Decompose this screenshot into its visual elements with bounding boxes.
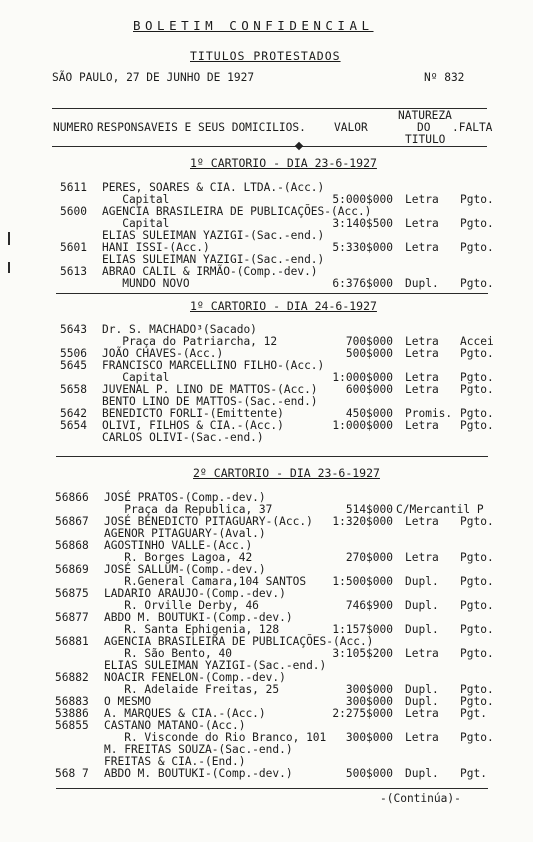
- section-heading: 1º CARTORIO - DIA 24-6-1927: [190, 299, 377, 313]
- bulletin-number: Nº 832: [424, 71, 465, 84]
- margin-mark: [8, 232, 10, 245]
- section-heading: 2º CARTORIO - DIA 23-6-1927: [193, 466, 380, 480]
- col-valor: VALOR: [334, 121, 368, 134]
- col-falta: .FALTA: [452, 121, 493, 134]
- col-natureza: NATUREZA: [398, 109, 452, 122]
- section-heading: 1º CARTORIO - DIA 23-6-1927: [190, 156, 377, 170]
- diamond-mark-icon: [295, 142, 303, 150]
- place-date: SÃO PAULO, 27 DE JUNHO DE 1927: [52, 71, 255, 84]
- header-rule-bottom: [52, 146, 487, 147]
- document-subtitle: TITULOS PROTESTADOS: [190, 49, 341, 63]
- document-page: BOLETIM CONFIDENCIAL TITULOS PROTESTADOS SÃO PAULO, 27 DE JUNHO DE 1927 Nº 832 NATUREZA NUMERO RESPONSAVEIS E SEUS DOMICILIOS. VALOR DO .FALTA TITULO 1º CARTORIO - DIA 23-6-1927 5611 PERES, SOARES & CIA. LTDA.-(Acc.) Capital 5:000$000 Letra Pgto. 5600 AGENCIA BRASILEIRA DE PUBLICAÇÕES-(Acc.) Capital ELIAS SULEIMAN YAZIGI-(Sac.-end.) 3:140$500 Letra Pgto. 5601 HANI ISSI-(Acc.) ELIAS SULEIMAN YAZIGI-(Sac.-end.) 5:330$000 Letra Pgto. 5613 ABRAO CALIL & IRMÃO-(Comp.-dev.) MUNDO NOVO 6:376$000 Dupl. Pgto. 1º CARTORIO - DIA 24-6-1927 5643 Dr. S. MACHADO³(Sacado) Praça do Patriarcha, 12 700$000 Letra Accei 5506 JOÃO CHAVES-(Acc.) 500$000 Letra Pgto. 5645 FRANCISCO MARCELLINO FILHO-(Acc.) Capital 1:000$000 Letra Pgto. 5658 JUVENAL P. LINO DE MATTOS-(Acc.) BENTO LINO DE MATTOS-(Sac.-end.) 600$000 Letra Pgto. 5642 BENEDICTO FORLI-(Emittente) 450$000 Promis. Pgto. 5654 OLIVI, FILHOS & CIA.-(Acc.) CARLOS OLIVI-(Sac.-end.) 1:000$000 Letra Pgto. 2º CARTORIO - DIA 23-6-1927 56866 JOSÉ PRATOS-(Comp.-dev.) Praça da Republica, 37 514$000 C/Mercantil P 56867 JOSÉ BENEDICTO PITAGUARY-(Acc.) AGENOR PITAGUARY-(Aval.) 1:320$000 Letra Pgto. 56868 AGOSTINHO VALLE-(Acc.) R. Borges Lagoa, 42 270$000 Letra Pgto. 56869 JOSÉ SALLUM-(Comp.-dev.) R.General Camara,104 SANTOS 1:500$000 Dupl. Pgto. 56875 LADARIO ARAUJO-(Comp.-dev.) R. Orville Derby, 46 746$900 Dupl. Pgto. 56877 ABDO M. BOUTUKI-(Comp.-dev.) R. Santa Ephigenia, 128 1:157$000 Dupl. Pgto. 56881 AGENCIA BRASILEIRA DE PUBLICAÇÕES-(Acc.) R. São Bento, 40 ELIAS SULEIMAN YAZIGI-(Sac.-end.) 3:105$200 Letra Pgto. 56882 NOACIR FENELON-(Comp.-dev.) R. Adelaide Freitas, 25 300$000 Dupl. Pgto. 56883 O MESMO 300$000 Dupl. Pgto. 53886 A. MARQUES & CIA.-(Acc.) 2:275$000 Letra Pgt. 56855 CASTANO MATANO-(Acc.) R. Visconde do Rio Branco, 101 M. FREITAS SOUZA-(Sac.-end.) FREITAS & CIA.-(End.) 300$000 Letra Pgto. 568 7 ABDO M. BOUTUKI-(Comp.-dev.) 500$000 Dupl. Pgt. -(Continúa)-: [0, 0, 533, 842]
- col-numero: NUMERO: [53, 121, 94, 134]
- col-do: DO: [417, 121, 431, 134]
- section-rule: [56, 456, 488, 457]
- footer-rule: [56, 788, 488, 789]
- section-rule: [56, 293, 488, 294]
- col-responsaveis: RESPONSAVEIS E SEUS DOMICILIOS.: [97, 121, 306, 134]
- continua-note: -(Continúa)-: [380, 792, 461, 805]
- document-title: BOLETIM CONFIDENCIAL: [133, 18, 374, 33]
- margin-mark: [8, 262, 10, 273]
- col-titulo: TITULO: [405, 133, 446, 146]
